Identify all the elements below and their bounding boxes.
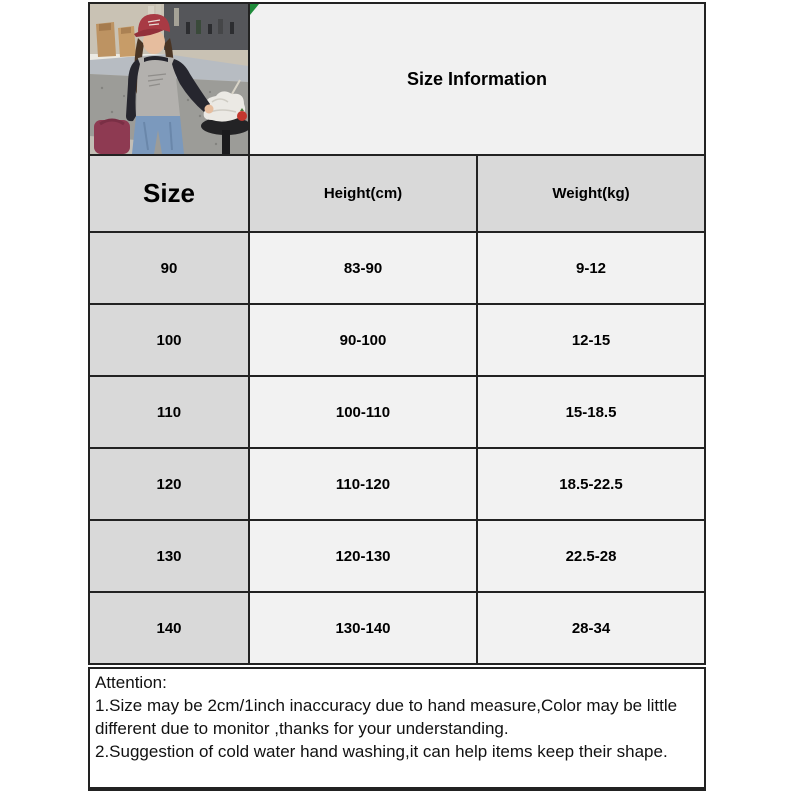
weight-value: 28-34 xyxy=(478,593,704,663)
size-information-title: Size Information xyxy=(406,68,547,89)
size-chart-sheet xyxy=(88,2,706,791)
weight-value: 12-15 xyxy=(478,305,704,375)
size-table xyxy=(88,2,706,665)
attention-note-2: 2.Suggestion of cold water hand washing,it can help items keep their shape. xyxy=(95,742,668,761)
size-value: 130 xyxy=(90,521,248,591)
column-header-size: Size xyxy=(90,156,248,231)
height-value: 90-100 xyxy=(250,305,476,375)
green-corner-marker xyxy=(250,4,259,15)
attention-note-box xyxy=(88,667,706,791)
weight-value: 22.5-28 xyxy=(478,521,704,591)
size-value: 100 xyxy=(90,305,248,375)
height-value: 110-120 xyxy=(250,449,476,519)
product-photo-illustration xyxy=(90,4,248,154)
product-photo xyxy=(90,4,248,154)
size-value: 90 xyxy=(90,233,248,303)
size-value: 110 xyxy=(90,377,248,447)
weight-value: 15-18.5 xyxy=(478,377,704,447)
column-header-weight: Weight(kg) xyxy=(478,156,704,231)
height-value: 100-110 xyxy=(250,377,476,447)
size-information-header xyxy=(250,4,704,154)
column-header-height: Height(cm) xyxy=(250,156,476,231)
weight-value: 9-12 xyxy=(478,233,704,303)
size-value: 140 xyxy=(90,593,248,663)
size-value: 120 xyxy=(90,449,248,519)
height-value: 130-140 xyxy=(250,593,476,663)
attention-title: Attention: xyxy=(95,673,167,692)
attention-note-1: 1.Size may be 2cm/1inch inaccuracy due to hand measure,Color may be little different due to monitor ,thanks for your understanding. xyxy=(95,696,678,738)
weight-value: 18.5-22.5 xyxy=(478,449,704,519)
height-value: 83-90 xyxy=(250,233,476,303)
height-value: 120-130 xyxy=(250,521,476,591)
